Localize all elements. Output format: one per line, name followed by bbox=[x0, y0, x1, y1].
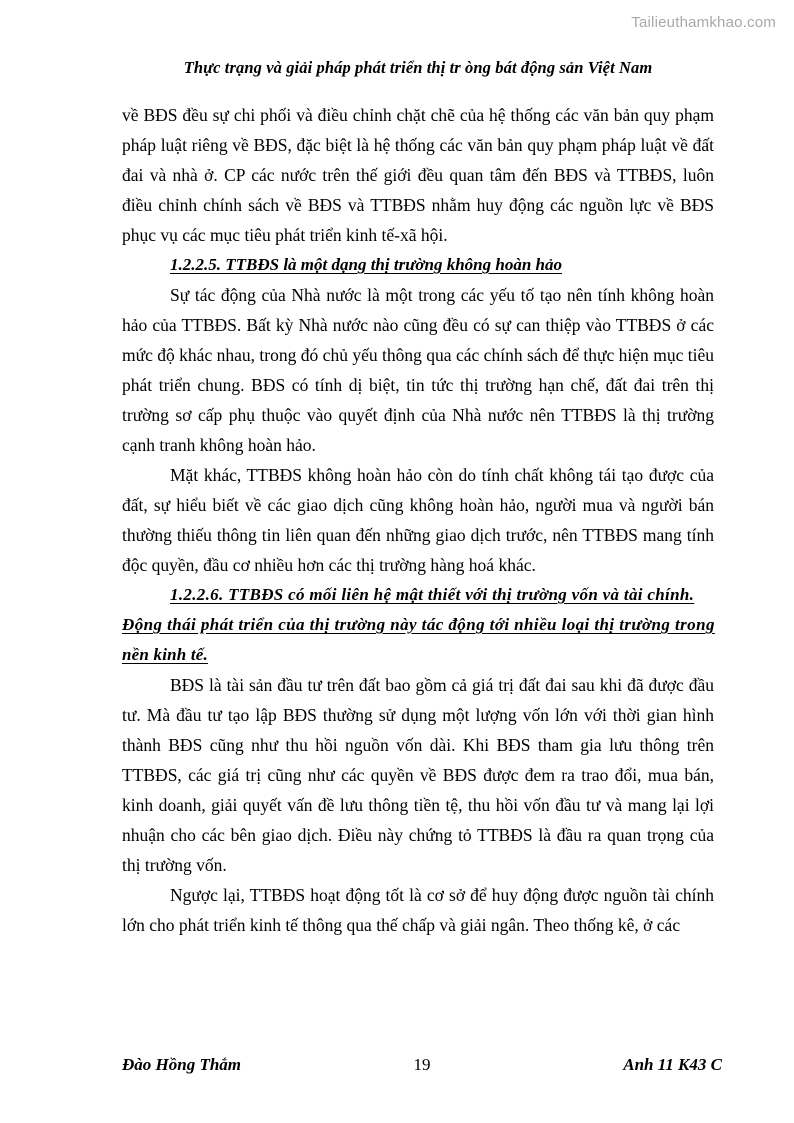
section-heading-1-2-2-6 bbox=[122, 580, 714, 670]
paragraph-imperfect-market: Mặt khác, TTBĐS không hoàn hảo còn do tính chất không tái tạo được của đất, sự hiểu biết về các giao dịch cũng không hoàn hảo, người mua và người bán thường thiếu thông tin liên quan đến những giao dịch trước, nên TTBĐS mang tính độc quyền, đầu cơ nhiều hơn các thị trường hàng hoá khác. bbox=[122, 465, 714, 575]
section-heading-1-2-2-5-text: 1.2.2.5. TTBĐS là một dạng thị trường không hoàn hảo bbox=[170, 255, 562, 274]
body-text-block bbox=[122, 100, 714, 940]
running-header-title: Thực trạng và giải pháp phát triển thị tr òng bát động sản Việt Nam bbox=[183, 58, 653, 77]
paragraph-finance-mobilization: Ngược lại, TTBĐS hoạt động tốt là cơ sở để huy động được nguồn tài chính lớn cho phát triển kinh tế thông qua thế chấp và giải ngân. Theo thống kê, ở các bbox=[122, 885, 714, 935]
section-heading-1-2-2-6-line-3: nền kinh tế. bbox=[122, 645, 209, 664]
page-footer bbox=[122, 1055, 722, 1075]
footer-author: Đào Hồng Thắm bbox=[122, 1055, 242, 1074]
paragraph-capital-investment: BĐS là tài sản đầu tư trên đất bao gồm cả giá trị đất đai sau khi đã được đầu tư. Mà đầu tư tạo lập BĐS thường sử dụng một lượng vốn lớn với thời gian hình thành BĐS cũng như thu hồi nguồn vốn dài. Khi BĐS tham gia lưu thông trên TTBĐS, các giá trị cũng như các quyền về BĐS được đem ra trao đổi, mua bán, kinh doanh, giải quyết vấn đề lưu thông tiền tệ, thu hồi vốn đầu tư và mang lại lợi nhuận cho các bên giao dịch. Điều này chứng tỏ TTBĐS là đầu ra quan trọng của thị trường vốn. bbox=[122, 675, 714, 875]
paragraph-state-influence: Sự tác động của Nhà nước là một trong các yếu tố tạo nên tính không hoàn hảo của TTBĐS. Bất kỳ Nhà nước nào cũng đều có sự can thiệp vào TTBĐS ở các mức độ khác nhau, trong đó chủ yếu thông qua các chính sách để thực hiện mục tiêu phát triển chung. BĐS có tính dị biệt, tin tức thị trường hạn chế, đất đai trên thị trường sơ cấp phụ thuộc vào quyết định của Nhà nước nên TTBĐS là thị trường cạnh tranh không hoàn hảo. bbox=[122, 285, 714, 455]
page-content bbox=[122, 0, 714, 940]
watermark-text: Tailieuthamkhao.com bbox=[631, 14, 776, 31]
section-heading-1-2-2-6-line-2: Động thái phát triển của thị trường này tác động tới nhiều loại thị trường trong bbox=[122, 615, 715, 634]
paragraph-continuation: về BĐS đều sự chi phối và điều chỉnh chặt chẽ của hệ thống các văn bản quy phạm pháp luật riêng về BĐS, đặc biệt là hệ thống các văn bản quy phạm pháp luật về đất đai và nhà ở. CP các nước trên thế giới đều quan tâm đến BĐS và TTBĐS, luôn điều chỉnh chính sách về BĐS và TTBĐS nhằm huy động các nguồn lực về BĐS phục vụ các mục tiêu phát triển kinh tế-xã hội. bbox=[122, 105, 714, 245]
footer-page-number: 19 bbox=[413, 1055, 431, 1074]
section-heading-1-2-2-6-line-1: 1.2.2.6. TTBĐS có mối liên hệ mật thiết với thị trường vốn và tài chính. bbox=[170, 585, 695, 604]
section-heading-1-2-2-5 bbox=[122, 250, 714, 280]
footer-class: Anh 11 K43 C bbox=[623, 1055, 722, 1074]
